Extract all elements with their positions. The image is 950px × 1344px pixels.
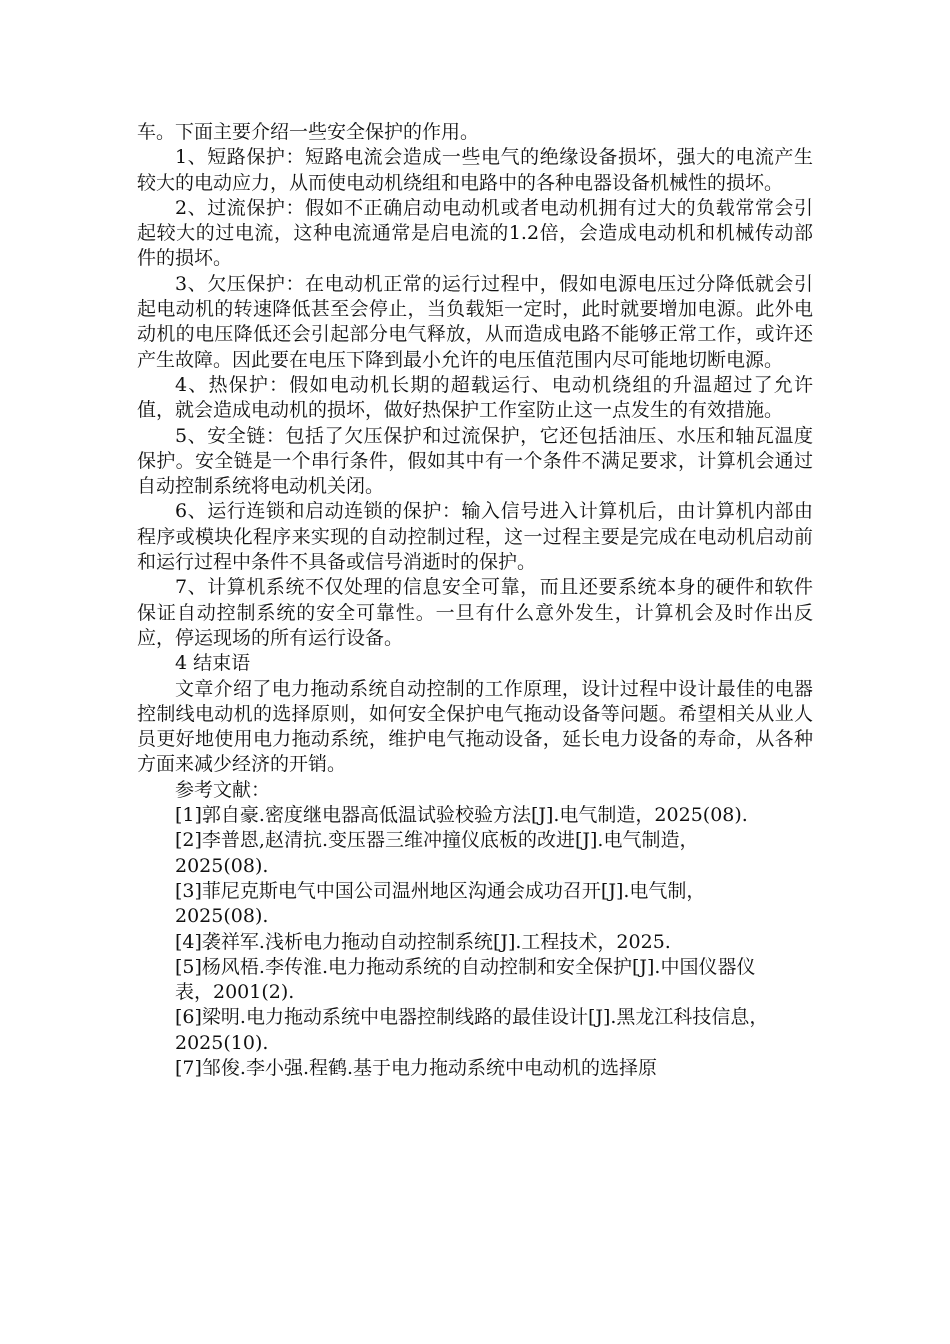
reference-item: [4]袭祥军.浅析电力拖动自动控制系统[J].工程技术，2025. bbox=[175, 930, 671, 953]
references-list bbox=[137, 803, 813, 1081]
reference-item: [7]邹俊.李小强.程鹤.基于电力拖动系统中电动机的选择原 bbox=[175, 1056, 658, 1079]
reference-item: [1]郭自豪.密度继电器高低温试验校验方法[J].电气制造，2025(08). bbox=[175, 804, 748, 827]
reference-item: [6]梁明.电力拖动系统中电器控制线路的最佳设计[J].黑龙江科技信息，2025(10). bbox=[175, 1006, 769, 1054]
reference-item: [5]杨风梧.李传淮.电力拖动系统的自动控制和安全保护[J].中国仪器仪表，2001(2). bbox=[175, 955, 756, 1004]
paragraph-thermal-protection: 4、热保护：假如电动机长期的超载运行、电动机绕组的升温超过了允许值，就会造成电动机的损坏，做好热保护工作室防止这一点发生的有效措施。 bbox=[137, 373, 813, 422]
paragraph-short-circuit-protection: 1、短路保护：短路电流会造成一些电气的绝缘设备损坏，强大的电流产生较大的电动应力，从而使电动机绕组和电路中的各种电器设备机械性的损坏。 bbox=[137, 146, 813, 194]
paragraph-conclusion: 文章介绍了电力拖动系统自动控制的工作原理，设计过程中设计最佳的电器控制线电动机的选择原则，如何安全保护电气拖动设备等问题。希望相关从业人员更好地使用电力拖动系统，维护电气拖动设备，延长电力设备的寿命，从各种方面来减少经济的开销。 bbox=[137, 677, 813, 776]
paragraph-interlock-protection: 6、运行连锁和启动连锁的保护：输入信号进入计算机后，由计算机内部由程序或模块化程序来实现的自动控制过程，这一过程主要是完成在电动机启动前和运行过程中条件不具备或信号消逝时的保护。 bbox=[137, 500, 813, 574]
reference-item: [2]李普恩,赵清抗.变压器三维冲撞仪底板的改进[J].电气制造，2025(08). bbox=[175, 829, 699, 877]
section-heading: 4 结束语 bbox=[175, 652, 251, 675]
references-title: 参考文献： bbox=[175, 778, 271, 801]
paragraph-intro: 车。下面主要介绍一些安全保护的作用。 bbox=[137, 121, 480, 143]
paragraph-overcurrent-protection: 2、过流保护：假如不正确启动电动机或者电动机拥有过大的负载常常会引起较大的过电流，这种电流通常是启电流的1.2倍，会造成电动机和机械传动部件的损坏。 bbox=[137, 196, 813, 270]
paragraph-undervoltage-protection: 3、欠压保护：在电动机正常的运行过程中，假如电源电压过分降低就会引起电动机的转速降低甚至会停止，当负载矩一定时，此时就要增加电源。此外电动机的电压降低还会引起部分电气释放，从而造成电路不能够正常工作，或许还产生故障。因此要在电压下降到最小允许的电压值范围内尽可能地切断电源。 bbox=[137, 272, 813, 371]
paragraph-safety-chain: 5、安全链：包括了欠压保护和过流保护，它还包括油压、水压和轴瓦温度保护。安全链是一个串行条件，假如其中有一个条件不满足要求，计算机会通过自动控制系统将电动机关闭。 bbox=[137, 424, 813, 498]
paragraph-computer-system: 7、计算机系统不仅处理的信息安全可靠，而且还要系统本身的硬件和软件保证自动控制系统的安全可靠性。一旦有什么意外发生，计算机会及时作出反应，停运现场的所有运行设备。 bbox=[137, 576, 813, 649]
document-page bbox=[137, 120, 813, 1081]
reference-item: [3]菲尼克斯电气中国公司温州地区沟通会成功召开[J].电气制，2025(08). bbox=[175, 879, 706, 928]
